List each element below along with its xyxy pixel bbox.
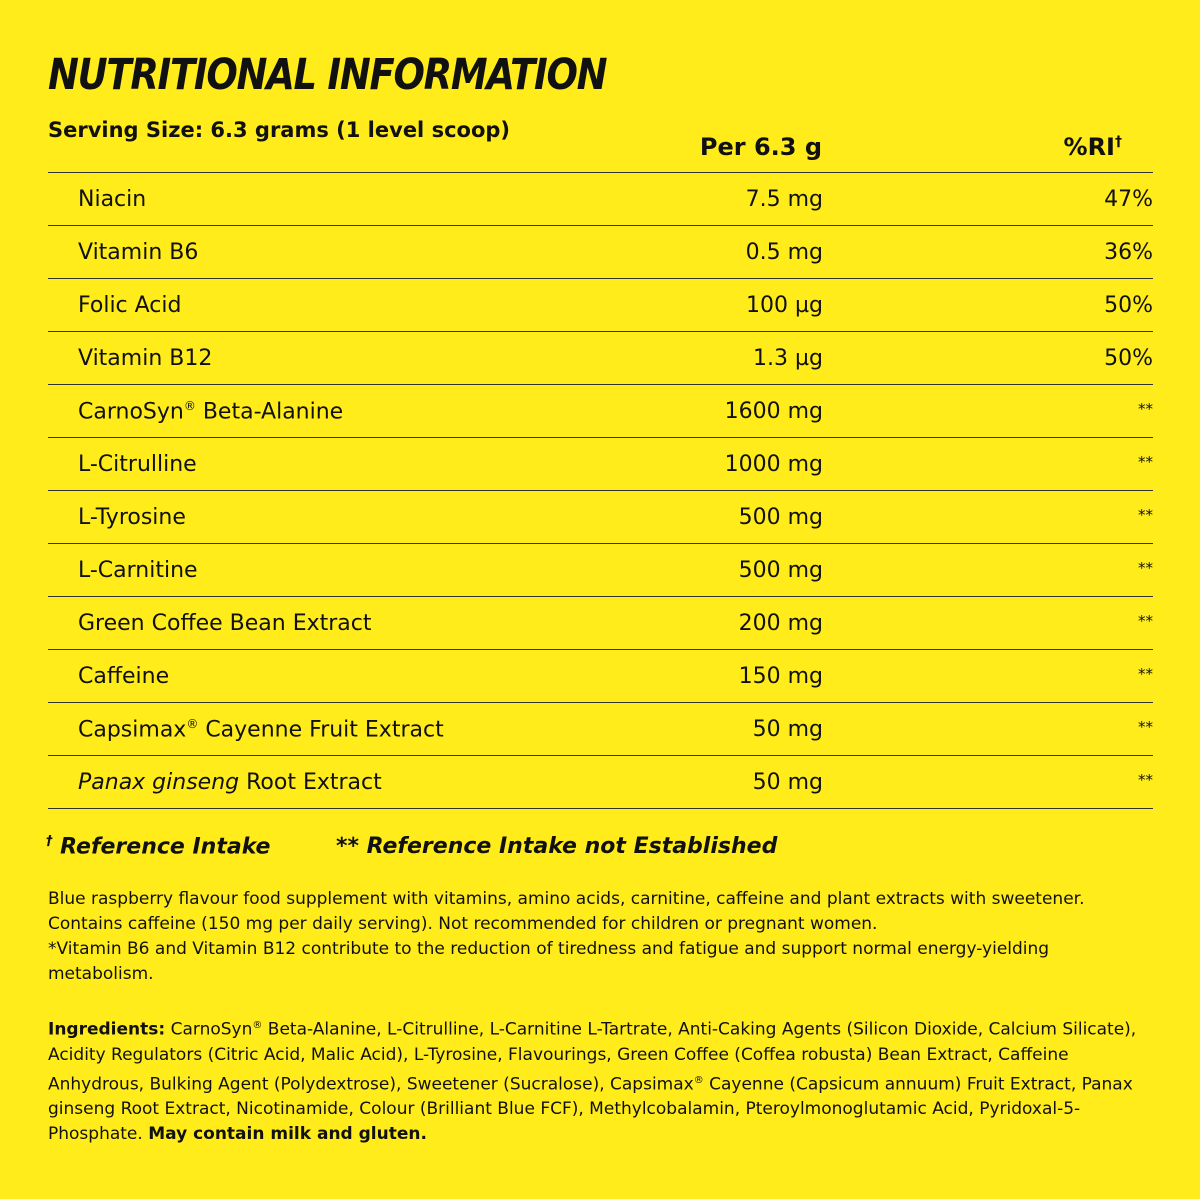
table-row: [48, 173, 1153, 226]
table-row: [48, 544, 1153, 597]
nutrient-name: L-Carnitine: [78, 558, 198, 583]
nutrient-amount: 200 mg: [738, 611, 823, 636]
nutrient-name: CarnoSyn® Beta-Alanine: [78, 399, 344, 425]
nutrient-ri: **: [1138, 718, 1153, 736]
nutrient-name: Green Coffee Bean Extract: [78, 611, 372, 636]
table-row: [48, 597, 1153, 650]
nutrient-name: L-Tyrosine: [78, 505, 186, 530]
nutrient-name: Panax ginseng Root Extract: [78, 770, 382, 795]
nutrient-name: Capsimax® Cayenne Fruit Extract: [78, 717, 444, 743]
nutrient-amount: 1.3 µg: [753, 346, 823, 371]
nutrient-amount: 500 mg: [738, 558, 823, 583]
nutrient-amount: 7.5 mg: [745, 187, 823, 212]
nutrient-ri: **: [1138, 665, 1153, 683]
column-header-per-serving: Per 6.3 g: [699, 133, 822, 161]
nutrient-amount: 1600 mg: [724, 399, 823, 424]
nutrient-ri: 50%: [1104, 346, 1153, 371]
registered-mark: ®: [183, 399, 196, 413]
registered-mark: ®: [186, 717, 199, 731]
nutrient-amount: 100 µg: [746, 293, 823, 318]
serving-size: Serving Size: 6.3 grams (1 level scoop): [48, 118, 510, 142]
registered-mark: ®: [693, 1074, 704, 1086]
page-title: NUTRITIONAL INFORMATION: [48, 50, 607, 100]
nutrition-table: [48, 172, 1153, 809]
description-paragraph: Blue raspberry flavour food supplement with vitamins, amino acids, carnitine, caffeine and plant extracts with sweetener. Contains caffeine (150 mg per daily serving). Not recommended for children or pregnant women. *Vitamin B6 and Vitamin B12 contribute to the reduction of tiredness and fatigue and support normal energy-yielding metabolism.: [48, 889, 1085, 984]
dagger-mark: †: [46, 834, 53, 849]
registered-mark: ®: [252, 1020, 263, 1031]
nutrient-ri: **: [1138, 506, 1153, 524]
table-row: [48, 756, 1153, 809]
table-row: [48, 226, 1153, 279]
table-row: [48, 385, 1153, 438]
nutrient-name: Niacin: [78, 187, 147, 212]
table-row: [48, 332, 1153, 385]
ingredients-paragraph: Ingredients: CarnoSyn® Beta-Alanine, L-Citrulline, L-Carnitine L-Tartrate, Anti-Caking Agents (Silicon Dioxide, Calcium Silicate), Acidity Regulators (Citric Acid, Malic Acid), L-Tyrosine, Flavourings, Green Coffee (Coffea robusta) Bean Extract, Caffeine Anhydrous, Bulking Agent (Polydextrose), Sweetener (Sucralose), Capsimax® Cayenne (Capsicum annuum) Fruit Extract, Panax ginseng Root Extract, Nicotinamide, Colour (Brilliant Blue FCF), Methylcobalamin, Pteroylmonoglutamic Acid, Pyridoxal-5-Phosphate. May contain milk and gluten.: [48, 1019, 1137, 1145]
nutrient-name: Vitamin B12: [78, 346, 213, 371]
ingredients-label: Ingredients:: [48, 1019, 166, 1040]
nutrient-ri: **: [1138, 400, 1153, 418]
nutrient-ri: **: [1138, 453, 1153, 471]
nutrient-name: L-Citrulline: [78, 452, 197, 477]
table-row: [48, 491, 1153, 544]
allergen-warning: May contain milk and gluten.: [148, 1124, 427, 1145]
legend-reference-intake: † Reference Intake: [46, 834, 271, 860]
table-row: [48, 650, 1153, 703]
dagger-mark: †: [1115, 134, 1122, 150]
nutrient-ri: 50%: [1104, 293, 1153, 318]
nutrient-amount: 500 mg: [738, 505, 823, 530]
nutrient-amount: 1000 mg: [724, 452, 823, 477]
table-row: [48, 703, 1153, 756]
nutrient-ri: 47%: [1104, 187, 1153, 212]
table-row: [48, 438, 1153, 491]
nutrient-amount: 0.5 mg: [745, 240, 823, 265]
nutrient-ri: **: [1138, 559, 1153, 577]
legend-not-established: ** Reference Intake not Established: [336, 834, 778, 859]
nutrient-amount: 50 mg: [752, 770, 823, 795]
nutrient-name: Folic Acid: [78, 293, 182, 318]
nutrient-ri: 36%: [1104, 240, 1153, 265]
nutrient-name: Vitamin B6: [78, 240, 199, 265]
nutrient-amount: 150 mg: [738, 664, 823, 689]
nutrient-ri: **: [1138, 771, 1153, 789]
table-row: [48, 279, 1153, 332]
nutrient-amount: 50 mg: [752, 717, 823, 742]
nutrient-name: Caffeine: [78, 664, 170, 689]
column-header-ri: %RI†: [1063, 133, 1122, 161]
nutrient-ri: **: [1138, 612, 1153, 630]
